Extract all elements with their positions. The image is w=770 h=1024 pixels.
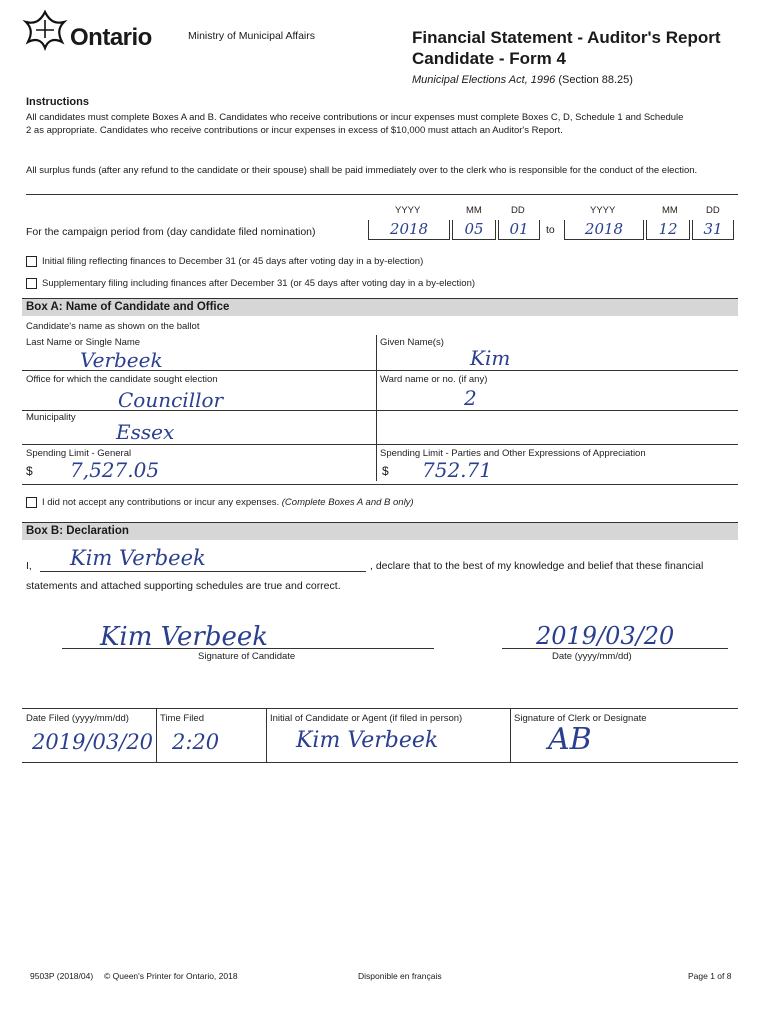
office-label: Office for which the candidate sought election	[26, 374, 218, 385]
ministry-name: Ministry of Municipal Affairs	[188, 30, 316, 42]
form-number: 9503P (2018/04)	[30, 971, 94, 981]
clerk-col-divider	[510, 708, 511, 762]
time-filed-label: Time Filed	[160, 713, 204, 724]
declaration-date[interactable]: 2019/03/20	[536, 622, 675, 650]
period-header-mm-from: MM	[466, 205, 482, 216]
french-availability: Disponible en français	[358, 971, 442, 981]
clerk-signature-value[interactable]: AB	[548, 722, 592, 757]
declaration-i: I,	[26, 560, 32, 572]
candidate-name-note: Candidate's name as shown on the ballot	[26, 321, 200, 332]
instructions-para2: All surplus funds (after any refund to the candidate or their spouse) shall be paid immediately over to the clerk who is responsible for the conduct of the election.	[26, 165, 698, 176]
period-from-yyyy[interactable]: 2018	[368, 220, 450, 240]
no-contributions-label	[42, 497, 414, 508]
period-to-dd[interactable]: 31	[692, 220, 734, 240]
declarant-name[interactable]: Kim Verbeek	[70, 546, 206, 570]
period-header-dd-to: DD	[706, 205, 720, 216]
period-to-yyyy[interactable]: 2018	[564, 220, 644, 240]
municipality-label: Municipality	[26, 412, 76, 423]
act-section: (Section 88.25)	[558, 74, 633, 86]
page-number: Page 1 of 8	[688, 971, 732, 981]
divider	[22, 762, 738, 763]
period-from-dd[interactable]: 01	[498, 220, 540, 240]
period-header-yyyy-from: YYYY	[395, 205, 421, 216]
clerk-divider	[22, 708, 738, 709]
declarant-line	[40, 571, 366, 572]
instructions-heading: Instructions	[26, 96, 89, 108]
box-b-header: Box B: Declaration	[22, 522, 738, 540]
date-label: Date (yyyy/mm/dd)	[552, 651, 632, 662]
initial-filing-label: Initial filing reflecting finances to December 31 (or 45 days after voting day in a by-election)	[42, 256, 424, 267]
declaration-text: , declare that to the best of my knowledge and belief that these financial	[370, 560, 704, 572]
supplementary-filing-label: Supplementary filing including finances after December 31 (or 45 days after voting day in a by-election)	[42, 278, 476, 289]
time-filed-value[interactable]: 2:20	[172, 730, 220, 754]
no-contributions-text: I did not accept any contributions or incur any expenses.	[42, 497, 280, 508]
no-contributions-note: (Complete Boxes A and B only)	[281, 497, 414, 508]
divider	[22, 410, 738, 411]
limit-general-currency: $	[26, 464, 33, 478]
candidate-signature[interactable]: Kim Verbeek	[100, 622, 269, 652]
ontario-logo	[22, 8, 172, 58]
period-header-dd-from: DD	[511, 205, 525, 216]
copyright: © Queen's Printer for Ontario, 2018	[104, 971, 238, 981]
period-header-yyyy-to: YYYY	[590, 205, 616, 216]
period-header-mm-to: MM	[662, 205, 678, 216]
divider	[22, 370, 738, 371]
initial-value[interactable]: Kim Verbeek	[296, 728, 439, 753]
office-value[interactable]: Councillor	[118, 388, 224, 412]
period-from-mm[interactable]: 05	[452, 220, 496, 240]
form-title-line1: Financial Statement - Auditor's Report	[412, 28, 721, 47]
act-name: Municipal Elections Act, 1996	[412, 74, 556, 86]
instructions-para1: All candidates must complete Boxes A and B. Candidates who receive contributions or incur expenses must complete Boxes C, D, Schedule 1 and Schedule 2 as appropriate. Candidates who receive contributions or incur expenses in excess of $10,000 must attach an Auditor's Report.	[26, 112, 684, 136]
limit-parties-value[interactable]: 752.71	[422, 458, 492, 482]
municipality-value[interactable]: Essex	[116, 420, 175, 444]
initial-label: Initial of Candidate or Agent (if filed in person)	[270, 713, 463, 724]
form-title-line2: Candidate - Form 4	[412, 49, 566, 68]
signature-line	[62, 648, 434, 649]
signature-label: Signature of Candidate	[198, 651, 296, 662]
divider	[22, 484, 738, 485]
declaration-text-2: statements and attached supporting schedules are true and correct.	[26, 580, 341, 592]
form-title	[412, 28, 721, 86]
limit-parties-label: Spending Limit - Parties and Other Expressions of Appreciation	[380, 448, 646, 459]
box-a-col-divider	[376, 335, 377, 481]
supplementary-filing-checkbox[interactable]	[26, 278, 37, 289]
clerk-col-divider	[266, 708, 267, 762]
trillium-icon	[22, 8, 68, 54]
given-name-value[interactable]: Kim	[470, 346, 511, 370]
ward-label: Ward name or no. (if any)	[380, 374, 488, 385]
period-to-mm[interactable]: 12	[646, 220, 690, 240]
clerk-col-divider	[156, 708, 157, 762]
date-line	[502, 648, 728, 649]
ontario-wordmark: Ontario	[70, 24, 152, 51]
clerk-signature-label: Signature of Clerk or Designate	[514, 713, 647, 724]
ward-value[interactable]: 2	[464, 386, 477, 410]
box-a-header: Box A: Name of Candidate and Office	[22, 298, 738, 316]
no-contributions-checkbox[interactable]	[26, 497, 37, 508]
date-filed-value[interactable]: 2019/03/20	[32, 730, 154, 754]
given-name-label: Given Name(s)	[380, 337, 444, 348]
divider	[26, 194, 738, 195]
divider	[22, 444, 738, 445]
limit-general-label: Spending Limit - General	[26, 448, 132, 459]
limit-general-value[interactable]: 7,527.05	[70, 458, 160, 482]
last-name-label: Last Name or Single Name	[26, 337, 141, 348]
period-label: For the campaign period from (day candidate filed nomination)	[26, 226, 316, 238]
last-name-value[interactable]: Verbeek	[80, 348, 163, 372]
initial-filing-checkbox[interactable]	[26, 256, 37, 267]
limit-parties-currency: $	[382, 464, 389, 478]
date-filed-label: Date Filed (yyyy/mm/dd)	[26, 713, 129, 724]
period-to-label: to	[546, 224, 555, 236]
